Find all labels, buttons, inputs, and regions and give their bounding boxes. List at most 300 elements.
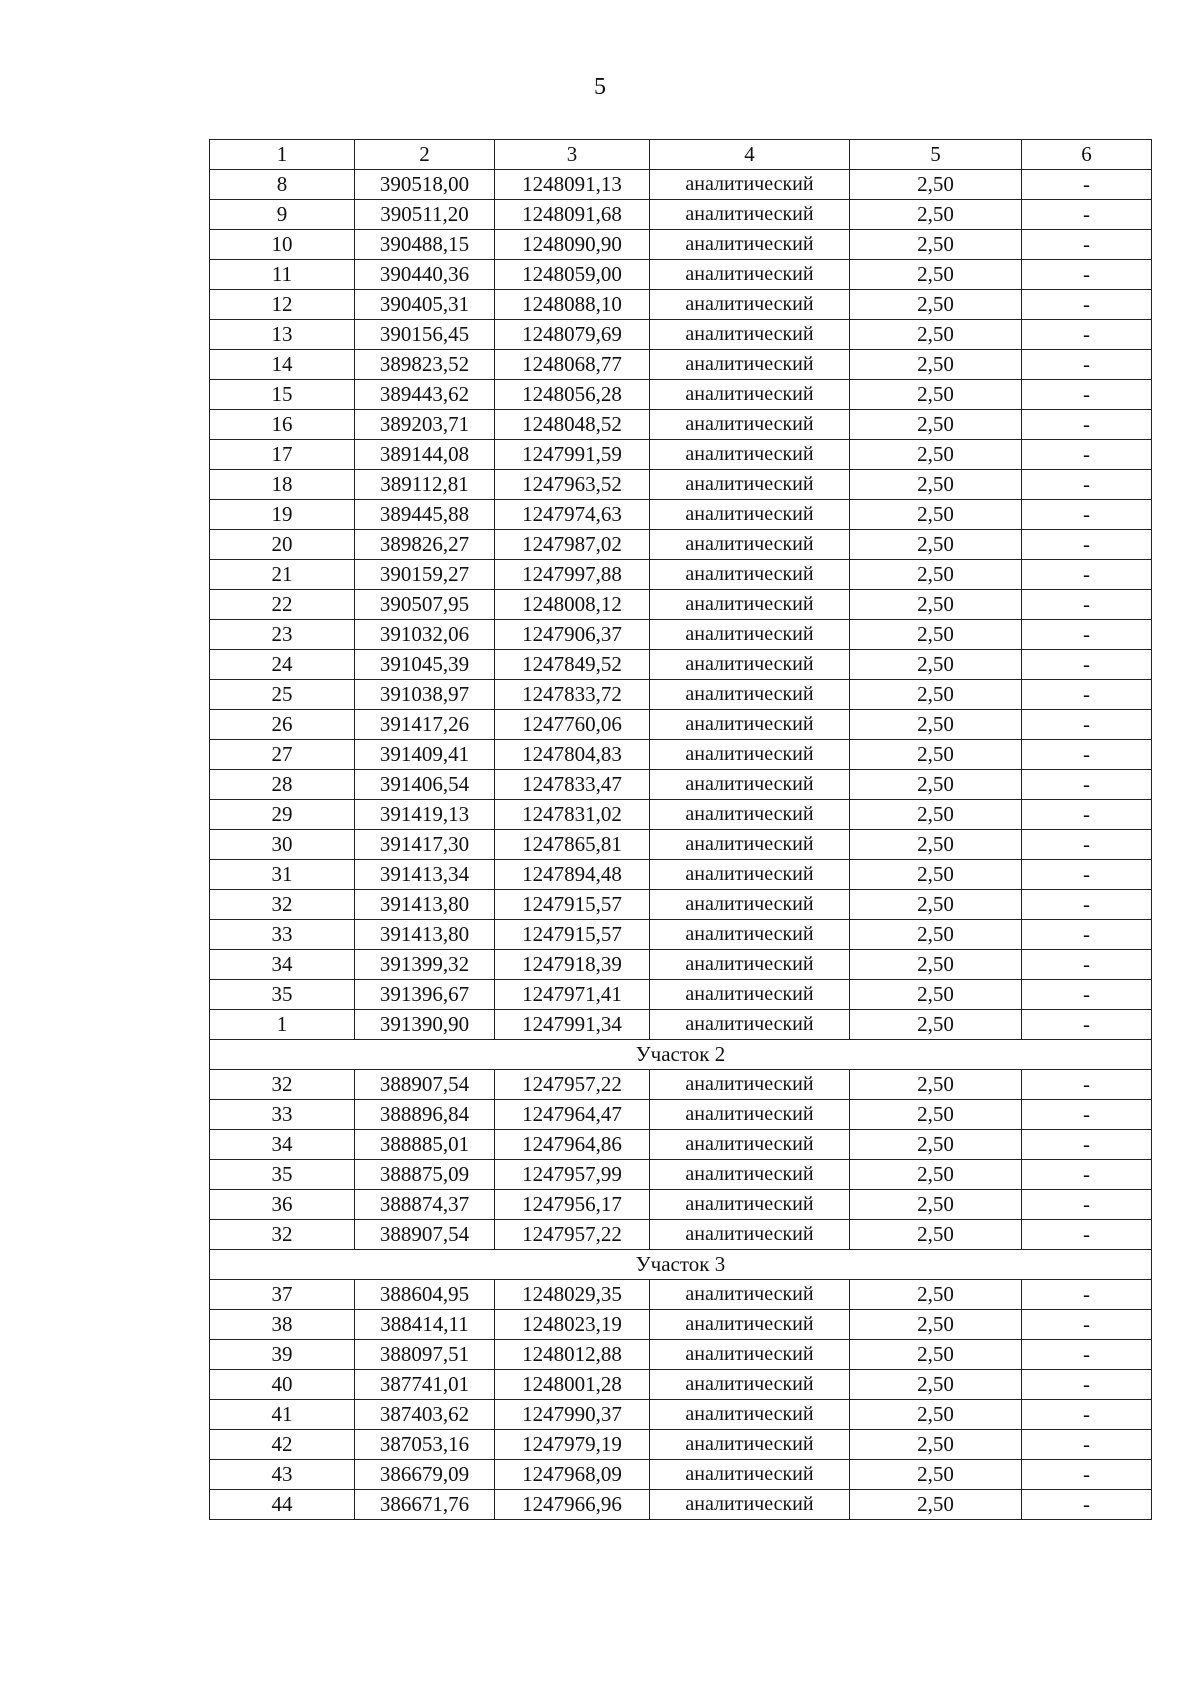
x-coordinate-cell: 390156,45 (355, 320, 495, 350)
notes-cell: - (1022, 530, 1152, 560)
y-coordinate-cell: 1247865,81 (495, 830, 650, 860)
point-number-cell: 8 (210, 170, 355, 200)
method-cell: аналитический (650, 830, 850, 860)
notes-cell: - (1022, 320, 1152, 350)
accuracy-cell: 2,50 (850, 680, 1022, 710)
notes-cell: - (1022, 1400, 1152, 1430)
y-coordinate-cell: 1247964,47 (495, 1100, 650, 1130)
table-row (210, 1310, 1152, 1340)
x-coordinate-cell: 391032,06 (355, 620, 495, 650)
notes-cell: - (1022, 620, 1152, 650)
point-number-cell: 19 (210, 500, 355, 530)
point-number-cell: 18 (210, 470, 355, 500)
point-number-cell: 43 (210, 1460, 355, 1490)
point-number-cell: 20 (210, 530, 355, 560)
notes-cell: - (1022, 890, 1152, 920)
y-coordinate-cell: 1247849,52 (495, 650, 650, 680)
y-coordinate-cell: 1248059,00 (495, 260, 650, 290)
method-cell: аналитический (650, 620, 850, 650)
y-coordinate-cell: 1247760,06 (495, 710, 650, 740)
method-cell: аналитический (650, 1400, 850, 1430)
method-cell: аналитический (650, 1130, 850, 1160)
point-number-cell: 34 (210, 1130, 355, 1160)
table-row (210, 560, 1152, 590)
table-row (210, 350, 1152, 380)
x-coordinate-cell: 386679,09 (355, 1460, 495, 1490)
table-row (210, 710, 1152, 740)
notes-cell: - (1022, 1310, 1152, 1340)
method-cell: аналитический (650, 320, 850, 350)
y-coordinate-cell: 1247906,37 (495, 620, 650, 650)
y-coordinate-cell: 1247894,48 (495, 860, 650, 890)
y-coordinate-cell: 1248001,28 (495, 1370, 650, 1400)
point-number-cell: 26 (210, 710, 355, 740)
point-number-cell: 13 (210, 320, 355, 350)
table-row (210, 530, 1152, 560)
x-coordinate-cell: 391417,26 (355, 710, 495, 740)
table-row (210, 380, 1152, 410)
method-cell: аналитический (650, 950, 850, 980)
y-coordinate-cell: 1247915,57 (495, 890, 650, 920)
table-row (210, 1340, 1152, 1370)
header-row (210, 140, 1152, 170)
point-number-cell: 29 (210, 800, 355, 830)
accuracy-cell: 2,50 (850, 650, 1022, 680)
table-row (210, 1370, 1152, 1400)
y-coordinate-cell: 1248056,28 (495, 380, 650, 410)
notes-cell: - (1022, 1160, 1152, 1190)
notes-cell: - (1022, 710, 1152, 740)
method-cell: аналитический (650, 860, 850, 890)
y-coordinate-cell: 1248029,35 (495, 1280, 650, 1310)
notes-cell: - (1022, 1280, 1152, 1310)
accuracy-cell: 2,50 (850, 230, 1022, 260)
y-coordinate-cell: 1248008,12 (495, 590, 650, 620)
y-coordinate-cell: 1248023,19 (495, 1310, 650, 1340)
point-number-cell: 22 (210, 590, 355, 620)
notes-cell: - (1022, 1220, 1152, 1250)
method-cell: аналитический (650, 890, 850, 920)
x-coordinate-cell: 388896,84 (355, 1100, 495, 1130)
x-coordinate-cell: 390440,36 (355, 260, 495, 290)
table-row (210, 950, 1152, 980)
point-number-cell: 1 (210, 1010, 355, 1040)
table-row (210, 1400, 1152, 1430)
y-coordinate-cell: 1247831,02 (495, 800, 650, 830)
table-row (210, 1130, 1152, 1160)
method-cell: аналитический (650, 1430, 850, 1460)
x-coordinate-cell: 391419,13 (355, 800, 495, 830)
table-row (210, 200, 1152, 230)
notes-cell: - (1022, 800, 1152, 830)
accuracy-cell: 2,50 (850, 980, 1022, 1010)
point-number-cell: 33 (210, 920, 355, 950)
table-row (210, 590, 1152, 620)
table-row (210, 680, 1152, 710)
accuracy-cell: 2,50 (850, 1190, 1022, 1220)
accuracy-cell: 2,50 (850, 1100, 1022, 1130)
accuracy-cell: 2,50 (850, 860, 1022, 890)
table-row (210, 1280, 1152, 1310)
table-row (210, 440, 1152, 470)
notes-cell: - (1022, 980, 1152, 1010)
table-row (210, 1490, 1152, 1520)
table-row (210, 470, 1152, 500)
x-coordinate-cell: 388604,95 (355, 1280, 495, 1310)
table-row (210, 1220, 1152, 1250)
point-number-cell: 16 (210, 410, 355, 440)
method-cell: аналитический (650, 290, 850, 320)
method-cell: аналитический (650, 800, 850, 830)
y-coordinate-cell: 1247833,72 (495, 680, 650, 710)
x-coordinate-cell: 390518,00 (355, 170, 495, 200)
y-coordinate-cell: 1247957,22 (495, 1220, 650, 1250)
x-coordinate-cell: 388875,09 (355, 1160, 495, 1190)
y-coordinate-cell: 1247968,09 (495, 1460, 650, 1490)
y-coordinate-cell: 1247991,59 (495, 440, 650, 470)
accuracy-cell: 2,50 (850, 170, 1022, 200)
method-cell: аналитический (650, 200, 850, 230)
point-number-cell: 38 (210, 1310, 355, 1340)
accuracy-cell: 2,50 (850, 920, 1022, 950)
y-coordinate-cell: 1247956,17 (495, 1190, 650, 1220)
point-number-cell: 32 (210, 1070, 355, 1100)
point-number-cell: 17 (210, 440, 355, 470)
accuracy-cell: 2,50 (850, 500, 1022, 530)
point-number-cell: 40 (210, 1370, 355, 1400)
point-number-cell: 35 (210, 1160, 355, 1190)
x-coordinate-cell: 391045,39 (355, 650, 495, 680)
page-number: 5 (594, 74, 606, 100)
table-row (210, 290, 1152, 320)
method-cell: аналитический (650, 170, 850, 200)
table-row (210, 320, 1152, 350)
method-cell: аналитический (650, 1460, 850, 1490)
header-cell: 2 (355, 140, 495, 170)
x-coordinate-cell: 390159,27 (355, 560, 495, 590)
notes-cell: - (1022, 170, 1152, 200)
table-row (210, 920, 1152, 950)
accuracy-cell: 2,50 (850, 890, 1022, 920)
point-number-cell: 42 (210, 1430, 355, 1460)
y-coordinate-cell: 1248048,52 (495, 410, 650, 440)
method-cell: аналитический (650, 710, 850, 740)
table-row (210, 1010, 1152, 1040)
notes-cell: - (1022, 1490, 1152, 1520)
x-coordinate-cell: 391038,97 (355, 680, 495, 710)
notes-cell: - (1022, 740, 1152, 770)
accuracy-cell: 2,50 (850, 1310, 1022, 1340)
notes-cell: - (1022, 1460, 1152, 1490)
notes-cell: - (1022, 260, 1152, 290)
header-cell: 1 (210, 140, 355, 170)
table-row (210, 890, 1152, 920)
header-cell: 3 (495, 140, 650, 170)
accuracy-cell: 2,50 (850, 770, 1022, 800)
point-number-cell: 27 (210, 740, 355, 770)
method-cell: аналитический (650, 770, 850, 800)
point-number-cell: 11 (210, 260, 355, 290)
accuracy-cell: 2,50 (850, 320, 1022, 350)
header-cell: 6 (1022, 140, 1152, 170)
accuracy-cell: 2,50 (850, 740, 1022, 770)
accuracy-cell: 2,50 (850, 1460, 1022, 1490)
table-row (210, 1460, 1152, 1490)
table-body (210, 140, 1152, 1520)
notes-cell: - (1022, 680, 1152, 710)
point-number-cell: 37 (210, 1280, 355, 1310)
method-cell: аналитический (650, 560, 850, 590)
accuracy-cell: 2,50 (850, 1070, 1022, 1100)
point-number-cell: 10 (210, 230, 355, 260)
notes-cell: - (1022, 650, 1152, 680)
y-coordinate-cell: 1247964,86 (495, 1130, 650, 1160)
method-cell: аналитический (650, 1310, 850, 1340)
notes-cell: - (1022, 410, 1152, 440)
x-coordinate-cell: 389203,71 (355, 410, 495, 440)
accuracy-cell: 2,50 (850, 200, 1022, 230)
method-cell: аналитический (650, 740, 850, 770)
table-row (210, 500, 1152, 530)
point-number-cell: 44 (210, 1490, 355, 1520)
point-number-cell: 12 (210, 290, 355, 320)
x-coordinate-cell: 391390,90 (355, 1010, 495, 1040)
y-coordinate-cell: 1247918,39 (495, 950, 650, 980)
notes-cell: - (1022, 440, 1152, 470)
point-number-cell: 41 (210, 1400, 355, 1430)
x-coordinate-cell: 387741,01 (355, 1370, 495, 1400)
accuracy-cell: 2,50 (850, 710, 1022, 740)
table-row (210, 260, 1152, 290)
notes-cell: - (1022, 1430, 1152, 1460)
table-row (210, 1100, 1152, 1130)
y-coordinate-cell: 1248091,13 (495, 170, 650, 200)
x-coordinate-cell: 391413,80 (355, 890, 495, 920)
y-coordinate-cell: 1247915,57 (495, 920, 650, 950)
point-number-cell: 23 (210, 620, 355, 650)
accuracy-cell: 2,50 (850, 260, 1022, 290)
method-cell: аналитический (650, 470, 850, 500)
method-cell: аналитический (650, 1190, 850, 1220)
accuracy-cell: 2,50 (850, 1400, 1022, 1430)
x-coordinate-cell: 391406,54 (355, 770, 495, 800)
x-coordinate-cell: 388907,54 (355, 1220, 495, 1250)
notes-cell: - (1022, 1370, 1152, 1400)
x-coordinate-cell: 390507,95 (355, 590, 495, 620)
accuracy-cell: 2,50 (850, 1280, 1022, 1310)
x-coordinate-cell: 388414,11 (355, 1310, 495, 1340)
notes-cell: - (1022, 1100, 1152, 1130)
accuracy-cell: 2,50 (850, 350, 1022, 380)
accuracy-cell: 2,50 (850, 1160, 1022, 1190)
table-row (210, 800, 1152, 830)
notes-cell: - (1022, 500, 1152, 530)
y-coordinate-cell: 1247997,88 (495, 560, 650, 590)
header-cell: 5 (850, 140, 1022, 170)
method-cell: аналитический (650, 650, 850, 680)
y-coordinate-cell: 1247974,63 (495, 500, 650, 530)
y-coordinate-cell: 1247991,34 (495, 1010, 650, 1040)
section-title-row (210, 1040, 1152, 1070)
accuracy-cell: 2,50 (850, 950, 1022, 980)
notes-cell: - (1022, 1130, 1152, 1160)
accuracy-cell: 2,50 (850, 800, 1022, 830)
notes-cell: - (1022, 380, 1152, 410)
accuracy-cell: 2,50 (850, 1340, 1022, 1370)
notes-cell: - (1022, 1190, 1152, 1220)
notes-cell: - (1022, 770, 1152, 800)
point-number-cell: 39 (210, 1340, 355, 1370)
method-cell: аналитический (650, 680, 850, 710)
notes-cell: - (1022, 290, 1152, 320)
point-number-cell: 34 (210, 950, 355, 980)
table-row (210, 230, 1152, 260)
table-row (210, 1070, 1152, 1100)
x-coordinate-cell: 388097,51 (355, 1340, 495, 1370)
accuracy-cell: 2,50 (850, 470, 1022, 500)
y-coordinate-cell: 1247990,37 (495, 1400, 650, 1430)
notes-cell: - (1022, 1340, 1152, 1370)
table-row (210, 1160, 1152, 1190)
point-number-cell: 31 (210, 860, 355, 890)
accuracy-cell: 2,50 (850, 590, 1022, 620)
table-row (210, 860, 1152, 890)
notes-cell: - (1022, 950, 1152, 980)
x-coordinate-cell: 389826,27 (355, 530, 495, 560)
notes-cell: - (1022, 1070, 1152, 1100)
point-number-cell: 15 (210, 380, 355, 410)
x-coordinate-cell: 386671,76 (355, 1490, 495, 1520)
point-number-cell: 25 (210, 680, 355, 710)
x-coordinate-cell: 391413,34 (355, 860, 495, 890)
header-cell: 4 (650, 140, 850, 170)
accuracy-cell: 2,50 (850, 830, 1022, 860)
y-coordinate-cell: 1247833,47 (495, 770, 650, 800)
method-cell: аналитический (650, 1370, 850, 1400)
accuracy-cell: 2,50 (850, 620, 1022, 650)
section-title-row (210, 1250, 1152, 1280)
notes-cell: - (1022, 560, 1152, 590)
point-number-cell: 21 (210, 560, 355, 590)
section-title: Участок 2 (210, 1040, 1152, 1070)
method-cell: аналитический (650, 980, 850, 1010)
y-coordinate-cell: 1247957,22 (495, 1070, 650, 1100)
x-coordinate-cell: 391409,41 (355, 740, 495, 770)
x-coordinate-cell: 389443,62 (355, 380, 495, 410)
y-coordinate-cell: 1248068,77 (495, 350, 650, 380)
x-coordinate-cell: 390511,20 (355, 200, 495, 230)
x-coordinate-cell: 387053,16 (355, 1430, 495, 1460)
accuracy-cell: 2,50 (850, 410, 1022, 440)
table-row (210, 650, 1152, 680)
accuracy-cell: 2,50 (850, 380, 1022, 410)
method-cell: аналитический (650, 1490, 850, 1520)
notes-cell: - (1022, 350, 1152, 380)
x-coordinate-cell: 389823,52 (355, 350, 495, 380)
notes-cell: - (1022, 470, 1152, 500)
method-cell: аналитический (650, 380, 850, 410)
y-coordinate-cell: 1248079,69 (495, 320, 650, 350)
method-cell: аналитический (650, 410, 850, 440)
point-number-cell: 28 (210, 770, 355, 800)
accuracy-cell: 2,50 (850, 1130, 1022, 1160)
accuracy-cell: 2,50 (850, 1370, 1022, 1400)
accuracy-cell: 2,50 (850, 290, 1022, 320)
table-row (210, 620, 1152, 650)
accuracy-cell: 2,50 (850, 530, 1022, 560)
method-cell: аналитический (650, 1100, 850, 1130)
method-cell: аналитический (650, 920, 850, 950)
x-coordinate-cell: 388907,54 (355, 1070, 495, 1100)
x-coordinate-cell: 389445,88 (355, 500, 495, 530)
method-cell: аналитический (650, 230, 850, 260)
x-coordinate-cell: 391399,32 (355, 950, 495, 980)
notes-cell: - (1022, 230, 1152, 260)
notes-cell: - (1022, 200, 1152, 230)
y-coordinate-cell: 1247966,96 (495, 1490, 650, 1520)
table-row (210, 740, 1152, 770)
method-cell: аналитический (650, 440, 850, 470)
y-coordinate-cell: 1247987,02 (495, 530, 650, 560)
point-number-cell: 9 (210, 200, 355, 230)
y-coordinate-cell: 1247971,41 (495, 980, 650, 1010)
table-row (210, 1190, 1152, 1220)
accuracy-cell: 2,50 (850, 560, 1022, 590)
y-coordinate-cell: 1248012,88 (495, 1340, 650, 1370)
accuracy-cell: 2,50 (850, 1430, 1022, 1460)
table-row (210, 830, 1152, 860)
table-row (210, 1430, 1152, 1460)
y-coordinate-cell: 1247957,99 (495, 1160, 650, 1190)
method-cell: аналитический (650, 590, 850, 620)
accuracy-cell: 2,50 (850, 1010, 1022, 1040)
table-row (210, 770, 1152, 800)
point-number-cell: 14 (210, 350, 355, 380)
method-cell: аналитический (650, 1340, 850, 1370)
x-coordinate-cell: 388885,01 (355, 1130, 495, 1160)
point-number-cell: 33 (210, 1100, 355, 1130)
table-row (210, 410, 1152, 440)
method-cell: аналитический (650, 1010, 850, 1040)
notes-cell: - (1022, 590, 1152, 620)
x-coordinate-cell: 389112,81 (355, 470, 495, 500)
x-coordinate-cell: 390488,15 (355, 230, 495, 260)
table-row (210, 170, 1152, 200)
notes-cell: - (1022, 830, 1152, 860)
x-coordinate-cell: 391413,80 (355, 920, 495, 950)
method-cell: аналитический (650, 260, 850, 290)
x-coordinate-cell: 390405,31 (355, 290, 495, 320)
method-cell: аналитический (650, 350, 850, 380)
y-coordinate-cell: 1247979,19 (495, 1430, 650, 1460)
method-cell: аналитический (650, 1070, 850, 1100)
accuracy-cell: 2,50 (850, 1220, 1022, 1250)
notes-cell: - (1022, 920, 1152, 950)
x-coordinate-cell: 388874,37 (355, 1190, 495, 1220)
point-number-cell: 32 (210, 890, 355, 920)
table-row (210, 980, 1152, 1010)
method-cell: аналитический (650, 1220, 850, 1250)
method-cell: аналитический (650, 500, 850, 530)
method-cell: аналитический (650, 530, 850, 560)
x-coordinate-cell: 391417,30 (355, 830, 495, 860)
y-coordinate-cell: 1247963,52 (495, 470, 650, 500)
x-coordinate-cell: 391396,67 (355, 980, 495, 1010)
point-number-cell: 35 (210, 980, 355, 1010)
point-number-cell: 30 (210, 830, 355, 860)
x-coordinate-cell: 387403,62 (355, 1400, 495, 1430)
point-number-cell: 32 (210, 1220, 355, 1250)
